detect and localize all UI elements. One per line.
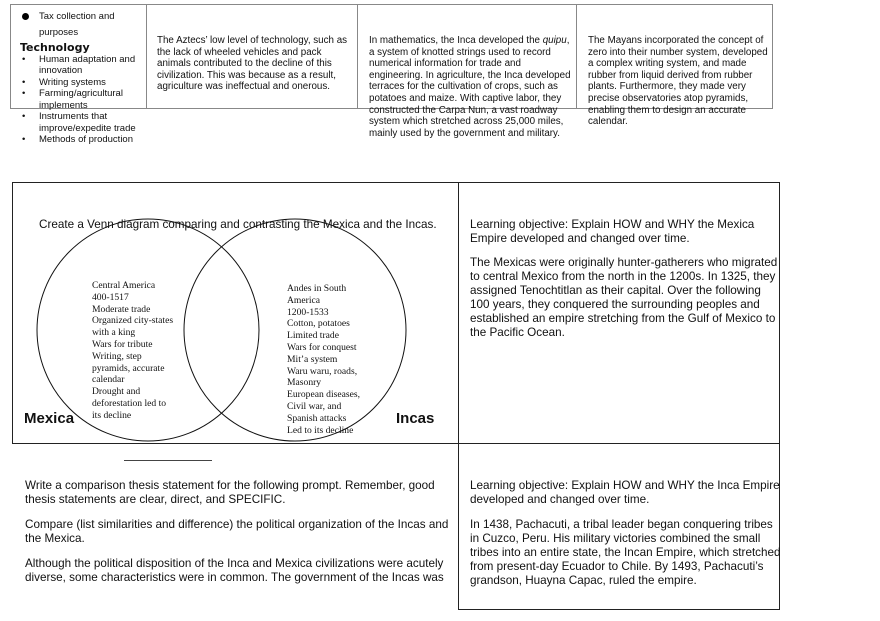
mexica-panel [470, 218, 782, 340]
incas-label: Incas [396, 410, 435, 427]
mexica-label: Mexica [24, 410, 75, 427]
thesis-answer: Although the political disposition of the Inca and Mexica civilizations were acutely diverse, some characteristics were in common. The government of the Incas was [25, 557, 444, 584]
inca-objective: Learning objective: Explain HOW and WHY the Inca Empire developed and changed over time. [470, 479, 780, 506]
blank-line [124, 460, 212, 461]
list-item: • Instruments that improve/expedite trade [20, 111, 142, 134]
mexica-objective: Learning objective: Explain HOW and WHY the Mexica Empire developed and changed over time. [470, 218, 755, 245]
list-item: • Writing systems [20, 77, 142, 89]
mexica-traits: Central America 400-1517 Moderate trade Organized city-states with a king Wars for tribute Writing, step pyramids, accurate calendar Drought and deforestation led to its decline [92, 280, 174, 421]
thesis-panel [25, 479, 457, 585]
list-item: • Farming/agricultural implements [20, 88, 142, 111]
aztec-technology-text: The Aztecs’ low level of technology, such as the lack of wheeled vehicles and pack animals contributed to the decline of this civilization. This was because as a result, agriculture was ineffectual and onerous. [157, 35, 348, 93]
border [458, 609, 780, 610]
tax-item: Tax collection and purposes [20, 9, 142, 41]
maya-technology-text: The Mayans incorporated the concept of zero into their number system, developed a complex writing system, and made rubber from liquid derived from rubber plants. Furthermore, they made very precise observatories atop pyramids, enabling them to design an accurate calendar. [588, 35, 768, 128]
inca-traits: Andes in South America 1200-1533 Cotton, potatoes Limited trade Wars for conquest Mit’a system Waru waru, roads, Masonry European diseases, Civil war, and Spanish attacks Led to its decline [287, 283, 360, 436]
inca-technology-text: In mathematics, the Inca developed the quipu, a system of knotted strings used to record numerical information for trade and engineering. In agriculture, the Inca developed terraces for the cultivation of crops, such as potatoes and maize. With captive labor, they constructed the Carpa Nun, a vast roadway system which stretched across 25,000 miles, mainly used by the government and military. [369, 35, 571, 139]
list-item: • Methods of production [20, 134, 142, 146]
venn-instruction: Create a Venn diagram comparing and contrasting the Mexica and the Incas. [39, 218, 437, 231]
technology-heading: Technology [20, 41, 90, 54]
inca-body: In 1438, Pachacuti, a tribal leader began conquering tribes in Cuzco, Peru. His military victories combined the small tribes into an entire state, the Incan Empire, which stretched from present-day Ecuador to Chile. By 1493, Pachacuti’s grandson, Huayna Capac, ruled the empire. [470, 518, 781, 587]
thesis-prompt: Compare (list similarities and difference) the political organization of the Incas and the Mexica. [25, 518, 449, 545]
inca-panel [470, 479, 782, 588]
thesis-intro: Write a comparison thesis statement for the following prompt. Remember, good thesis statements are clear, direct, and SPECIFIC. [25, 479, 435, 506]
mexica-body: The Mexicas were originally hunter-gatherers who migrated to central Mexico from the north in the 1200s. In 1325, they assigned Tenochtitlan as their capital. Over the following 100 years, they conquered the surrounding peoples and established an empire stretching from the Gulf of Mexico to the Pacific Ocean. [470, 256, 778, 339]
list-item: • Human adaptation and innovation [20, 54, 142, 77]
